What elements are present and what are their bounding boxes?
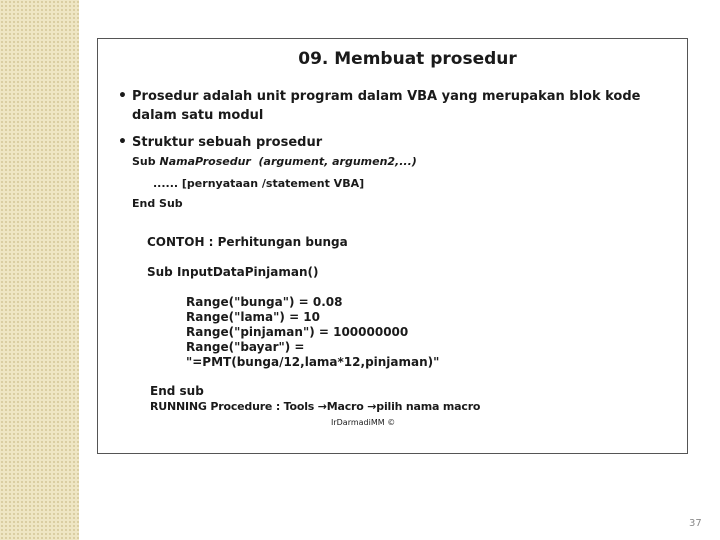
- bullet-dot-icon: •: [118, 134, 127, 150]
- page-number: 37: [689, 518, 702, 529]
- running-procedure-instruction: RUNNING Procedure : Tools →Macro →pilih nama macro: [150, 400, 481, 413]
- syntax-sub-line: [132, 155, 417, 168]
- slide-title: 09. Membuat prosedur: [298, 49, 517, 69]
- example-heading: CONTOH : Perhitungan bunga: [147, 235, 348, 249]
- syntax-sub-keyword: Sub: [132, 155, 156, 168]
- decorative-side-strip: [0, 0, 79, 540]
- bullet-definition: [118, 87, 658, 125]
- range-line-lama: Range("lama") = 10: [186, 310, 321, 324]
- syntax-end-line: End Sub: [132, 197, 183, 210]
- bullet-structure-text: Struktur sebuah prosedur: [132, 135, 323, 150]
- syntax-statement-line: ...... [pernyataan /statement VBA]: [153, 177, 365, 190]
- author-credit: IrDarmadiMM ©: [331, 418, 396, 427]
- slide-image-frame: [97, 38, 688, 454]
- example-sub-declaration: Sub InputDataPinjaman(): [147, 265, 319, 279]
- bullet-dot-icon: •: [118, 88, 127, 104]
- syntax-sub-signature: NamaProsedur (argument, argumen2,...): [159, 155, 417, 168]
- example-range-code: [186, 295, 439, 370]
- range-line-pinjaman: Range("pinjaman") = 100000000: [186, 325, 409, 339]
- range-line-bayar: Range("bayar") =: [186, 340, 305, 354]
- bullet-definition-line2: dalam satu modul: [132, 108, 264, 123]
- example-end-sub: End sub: [150, 384, 204, 398]
- range-line-bunga: Range("bunga") = 0.08: [186, 295, 343, 309]
- bullet-structure: [118, 133, 322, 152]
- range-line-pmt-formula: "=PMT(bunga/12,lama*12,pinjaman)": [186, 355, 440, 369]
- bullet-definition-line1: Prosedur adalah unit program dalam VBA yang merupakan blok kode: [132, 89, 641, 104]
